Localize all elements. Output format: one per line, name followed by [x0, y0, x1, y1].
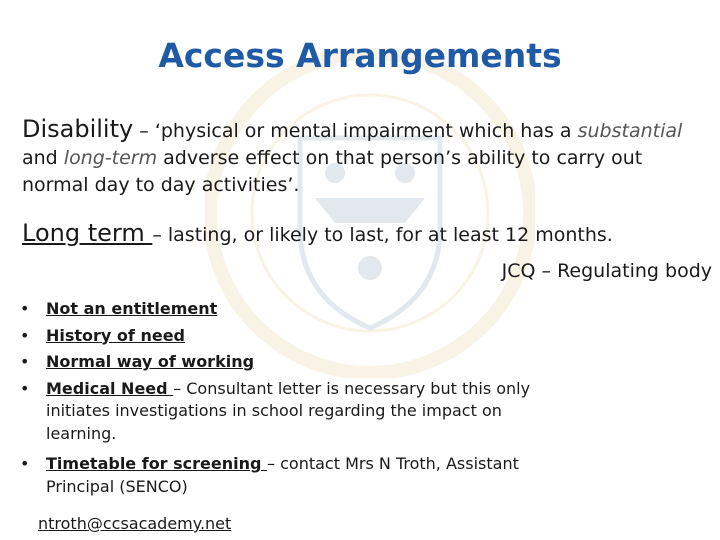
bullet-text: – contact Mrs N Troth, Assistant Principal (SENCO) — [46, 454, 519, 496]
bullet-label: Medical Need — [46, 378, 174, 398]
disability-dash: – — [133, 120, 155, 142]
bullet-label: Timetable for screening — [46, 454, 268, 473]
bullet-icon: • — [20, 454, 30, 473]
disability-text-1: ‘physical or mental impairment which has a — [154, 120, 578, 142]
disability-term: Disability — [22, 115, 134, 143]
disability-italic-long-term: long-term — [63, 147, 158, 169]
bullet-icon: • — [20, 378, 30, 398]
disability-italic-substantial: substantial — [577, 120, 683, 142]
disability-definition — [22, 116, 712, 199]
page-title: Access Arrangements — [158, 36, 562, 75]
bullet-list — [20, 298, 540, 498]
bullet-label: History of need — [46, 325, 185, 345]
bullet-icon: • — [20, 352, 30, 371]
long-term-term: Long term — [22, 219, 153, 247]
bullet-icon: • — [20, 325, 30, 345]
long-term-text: – lasting, or likely to last, for at least 12 months. — [152, 224, 613, 246]
bullet-label: Normal way of working — [46, 352, 255, 371]
bullet-label: Not an entitlement — [46, 299, 218, 318]
bullet-text: – Consultant letter is necessary but this only initiates investigations in school regarding the impact on learning. — [46, 378, 531, 443]
jcq-note: JCQ – Regulating body — [501, 260, 712, 282]
list-item — [20, 378, 540, 446]
email-link[interactable]: ntroth@ccsacademy.net — [38, 514, 232, 533]
disability-text-3: adverse effect on that person’s ability to carry out normal day to day activities’. — [22, 147, 643, 196]
bullet-icon: • — [20, 299, 30, 318]
list-item — [20, 351, 540, 374]
disability-text-2: and — [22, 147, 64, 169]
list-item — [20, 453, 540, 498]
long-term-definition — [22, 220, 712, 249]
list-item — [20, 325, 540, 348]
list-item — [20, 298, 540, 321]
